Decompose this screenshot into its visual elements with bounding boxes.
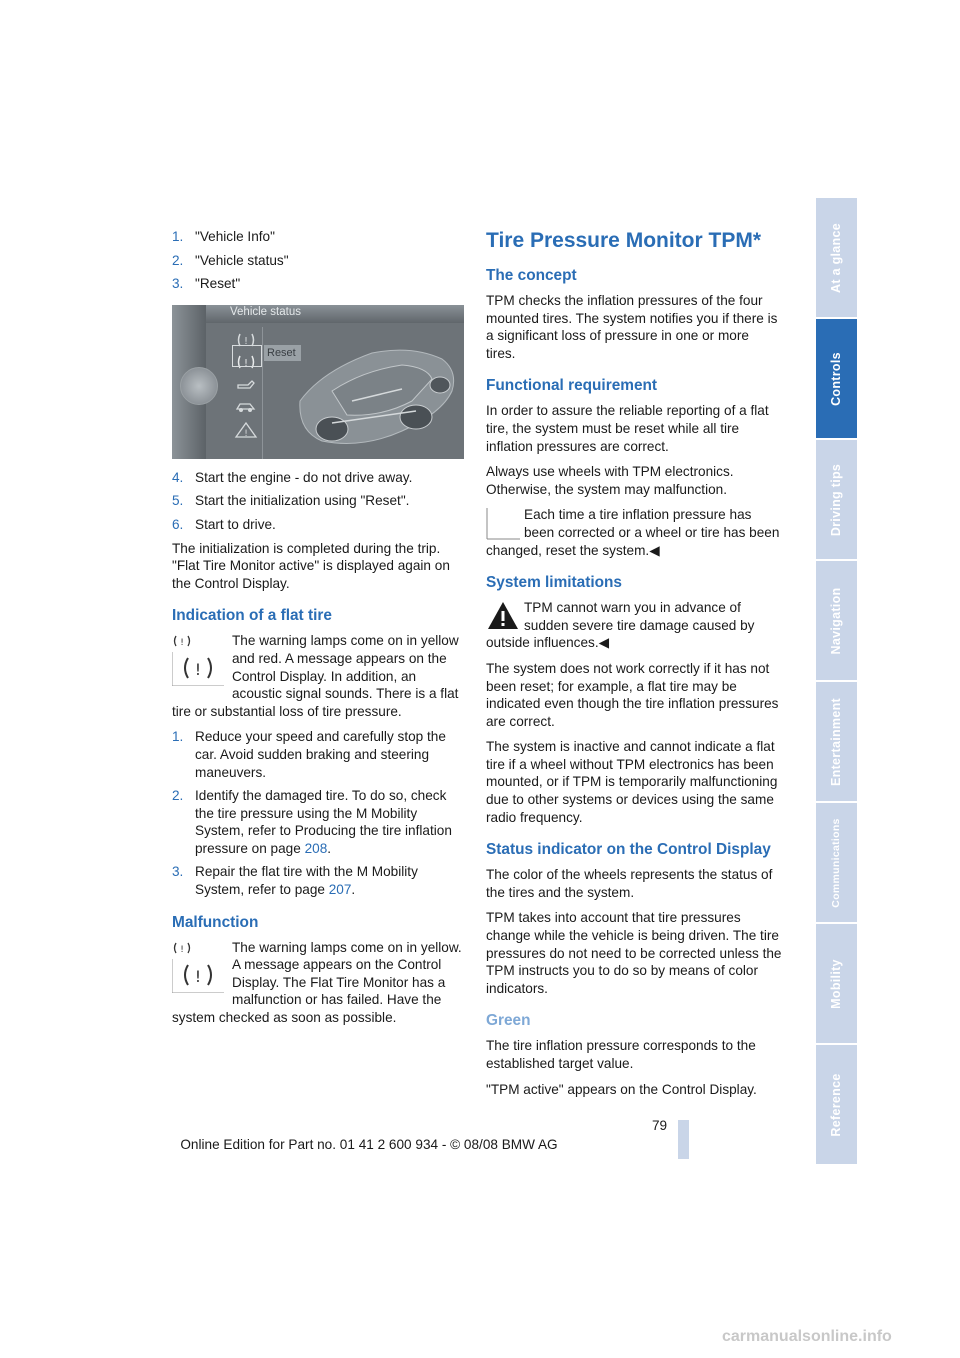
car-illustration (292, 331, 460, 457)
tab-navigation[interactable]: Navigation (816, 561, 857, 680)
chapter-tabs (816, 198, 857, 1160)
list-item: 6. Start to drive. (172, 516, 276, 532)
left-column (172, 228, 464, 1035)
tab-communications[interactable]: Communications (816, 803, 857, 922)
steps-list-a (172, 228, 464, 293)
svg-text:!: ! (244, 428, 248, 439)
page-number: 79 (652, 1118, 668, 1133)
controller-knob-icon (180, 367, 218, 405)
green-paragraph-2: "TPM active" appears on the Control Display. (486, 1081, 757, 1097)
warning-triangle-icon (234, 421, 258, 439)
selected-item-frame (232, 345, 262, 367)
concept-heading: The concept (486, 267, 577, 284)
svg-text:!: ! (194, 660, 202, 680)
warning-triangle-icon (486, 599, 520, 633)
limitations-note: TPM cannot warn you in advance of sudden severe tire damage caused by outside influences.◀ (486, 600, 755, 651)
tire-warning-icon (172, 939, 224, 993)
svg-text:!: ! (180, 638, 184, 649)
tab-reference[interactable]: Reference (816, 1045, 857, 1164)
list-item: 2. Identify the damaged tire. To do so, check the tire pressure using the M Mobility System, refer to Producing the tire inflation pressure on page 208. (172, 788, 452, 856)
flat-tire-steps (172, 728, 464, 898)
tab-driving-tips[interactable]: Driving tips (816, 440, 857, 559)
malfunction-heading: Malfunction (172, 913, 259, 931)
reset-note: Each time a tire inflation pressure has been corrected or a wheel or tire has been changed, reset the system.◀ (486, 507, 780, 558)
status-paragraph-1: The color of the wheels represents the status of the tires and the system. (486, 867, 773, 900)
system-limitations-heading: System limitations (486, 574, 622, 592)
limitations-paragraph-2: The system is inactive and cannot indicate a flat tire if a wheel without TPM electronics has been mounted, or if TPM is temporarily malfunctioning due to other systems or devices using the same radio frequency. (486, 739, 778, 825)
svg-text:!: ! (243, 335, 249, 347)
tab-controls[interactable]: Controls (816, 319, 857, 438)
list-item: 5. Start the initialization using "Reset". (172, 493, 410, 509)
svg-text:!: ! (243, 357, 249, 369)
car-icon (234, 397, 258, 415)
functional-requirement-heading: Functional requirement (486, 377, 658, 395)
list-item: 3. "Reset" (172, 276, 241, 292)
flat-tire-heading: Indication of a flat tire (172, 607, 332, 625)
page-link[interactable]: 207 (328, 882, 352, 898)
page-title: Tire Pressure Monitor TPM* (486, 229, 762, 252)
green-heading: Green (486, 1012, 531, 1030)
flat-tire-paragraph: ! ! The warning lamps come on in yellow and red. A message appears on the Control Display. In addition, an acoustic signal sounds. There is a flat tire or substantial loss of tire pressure. (172, 633, 459, 719)
status-indicator-heading: Status indicator on the Control Display (486, 841, 771, 859)
reset-button[interactable]: Reset (264, 345, 301, 361)
watermark: carmanualsonline.info (722, 1328, 892, 1345)
tab-at-a-glance[interactable]: At a glance (816, 198, 857, 317)
list-item: 1. Reduce your speed and carefully stop the car. Avoid sudden braking and steering maneuvers. (172, 729, 446, 780)
status-paragraph-2: TPM takes into account that tire pressures change while the vehicle is being driven. The tire pressures do not need to be corrected unless the TPM instructs you to do so by means of color indicators. (486, 910, 782, 996)
svg-text:!: ! (194, 966, 202, 986)
green-paragraph-1: The tire inflation pressure corresponds to the established target value. (486, 1038, 756, 1071)
screen-title: Vehicle status (230, 305, 301, 318)
tab-entertainment[interactable]: Entertainment (816, 682, 857, 801)
page-link[interactable]: 208 (304, 840, 328, 856)
list-item: 3. Repair the flat tire with the M Mobility System, refer to page 207. (172, 864, 418, 898)
steps-list-b (172, 469, 464, 534)
malfunction-paragraph: ! ! The warning lamps come on in yellow. A message appears on the Control Display. The Flat Tire Monitor has a malfunction or has failed. Have the system checked as soon as possible. (172, 939, 462, 1026)
vehicle-status-screenshot (172, 305, 464, 459)
func-paragraph-2: Always use wheels with TPM electronics. Otherwise, the system may malfunction. (486, 464, 734, 497)
svg-text:!: ! (180, 944, 184, 955)
tab-mobility[interactable]: Mobility (816, 924, 857, 1043)
tire-warning-icon (172, 632, 224, 686)
func-paragraph-1: In order to assure the reliable reporting of a flat tire, the system must be reset while all tire inflation pressures are correct. (486, 403, 769, 454)
oil-icon (234, 375, 258, 393)
init-paragraph: The initialization is completed during the trip. "Flat Tire Monitor active" is displayed again on the Control Display. (172, 540, 450, 591)
list-item: 2. "Vehicle status" (172, 252, 289, 268)
footer: Online Edition for Part no. 01 41 2 600 934 - © 08/08 BMW AG (180, 1137, 558, 1152)
list-item: 4. Start the engine - do not drive away. (172, 469, 413, 485)
concept-paragraph: TPM checks the inflation pressures of the four mounted tires. The system notifies you if there is a significant loss of pressure in one or more tires. (486, 293, 778, 361)
note-icon (486, 506, 520, 540)
list-item: 1. "Vehicle Info" (172, 229, 275, 244)
right-column (486, 228, 782, 1106)
limitations-paragraph-1: The system does not work correctly if it has not been reset; for example, a flat tire may be indicated even though the tire inflation pressures are correct. (486, 660, 779, 729)
